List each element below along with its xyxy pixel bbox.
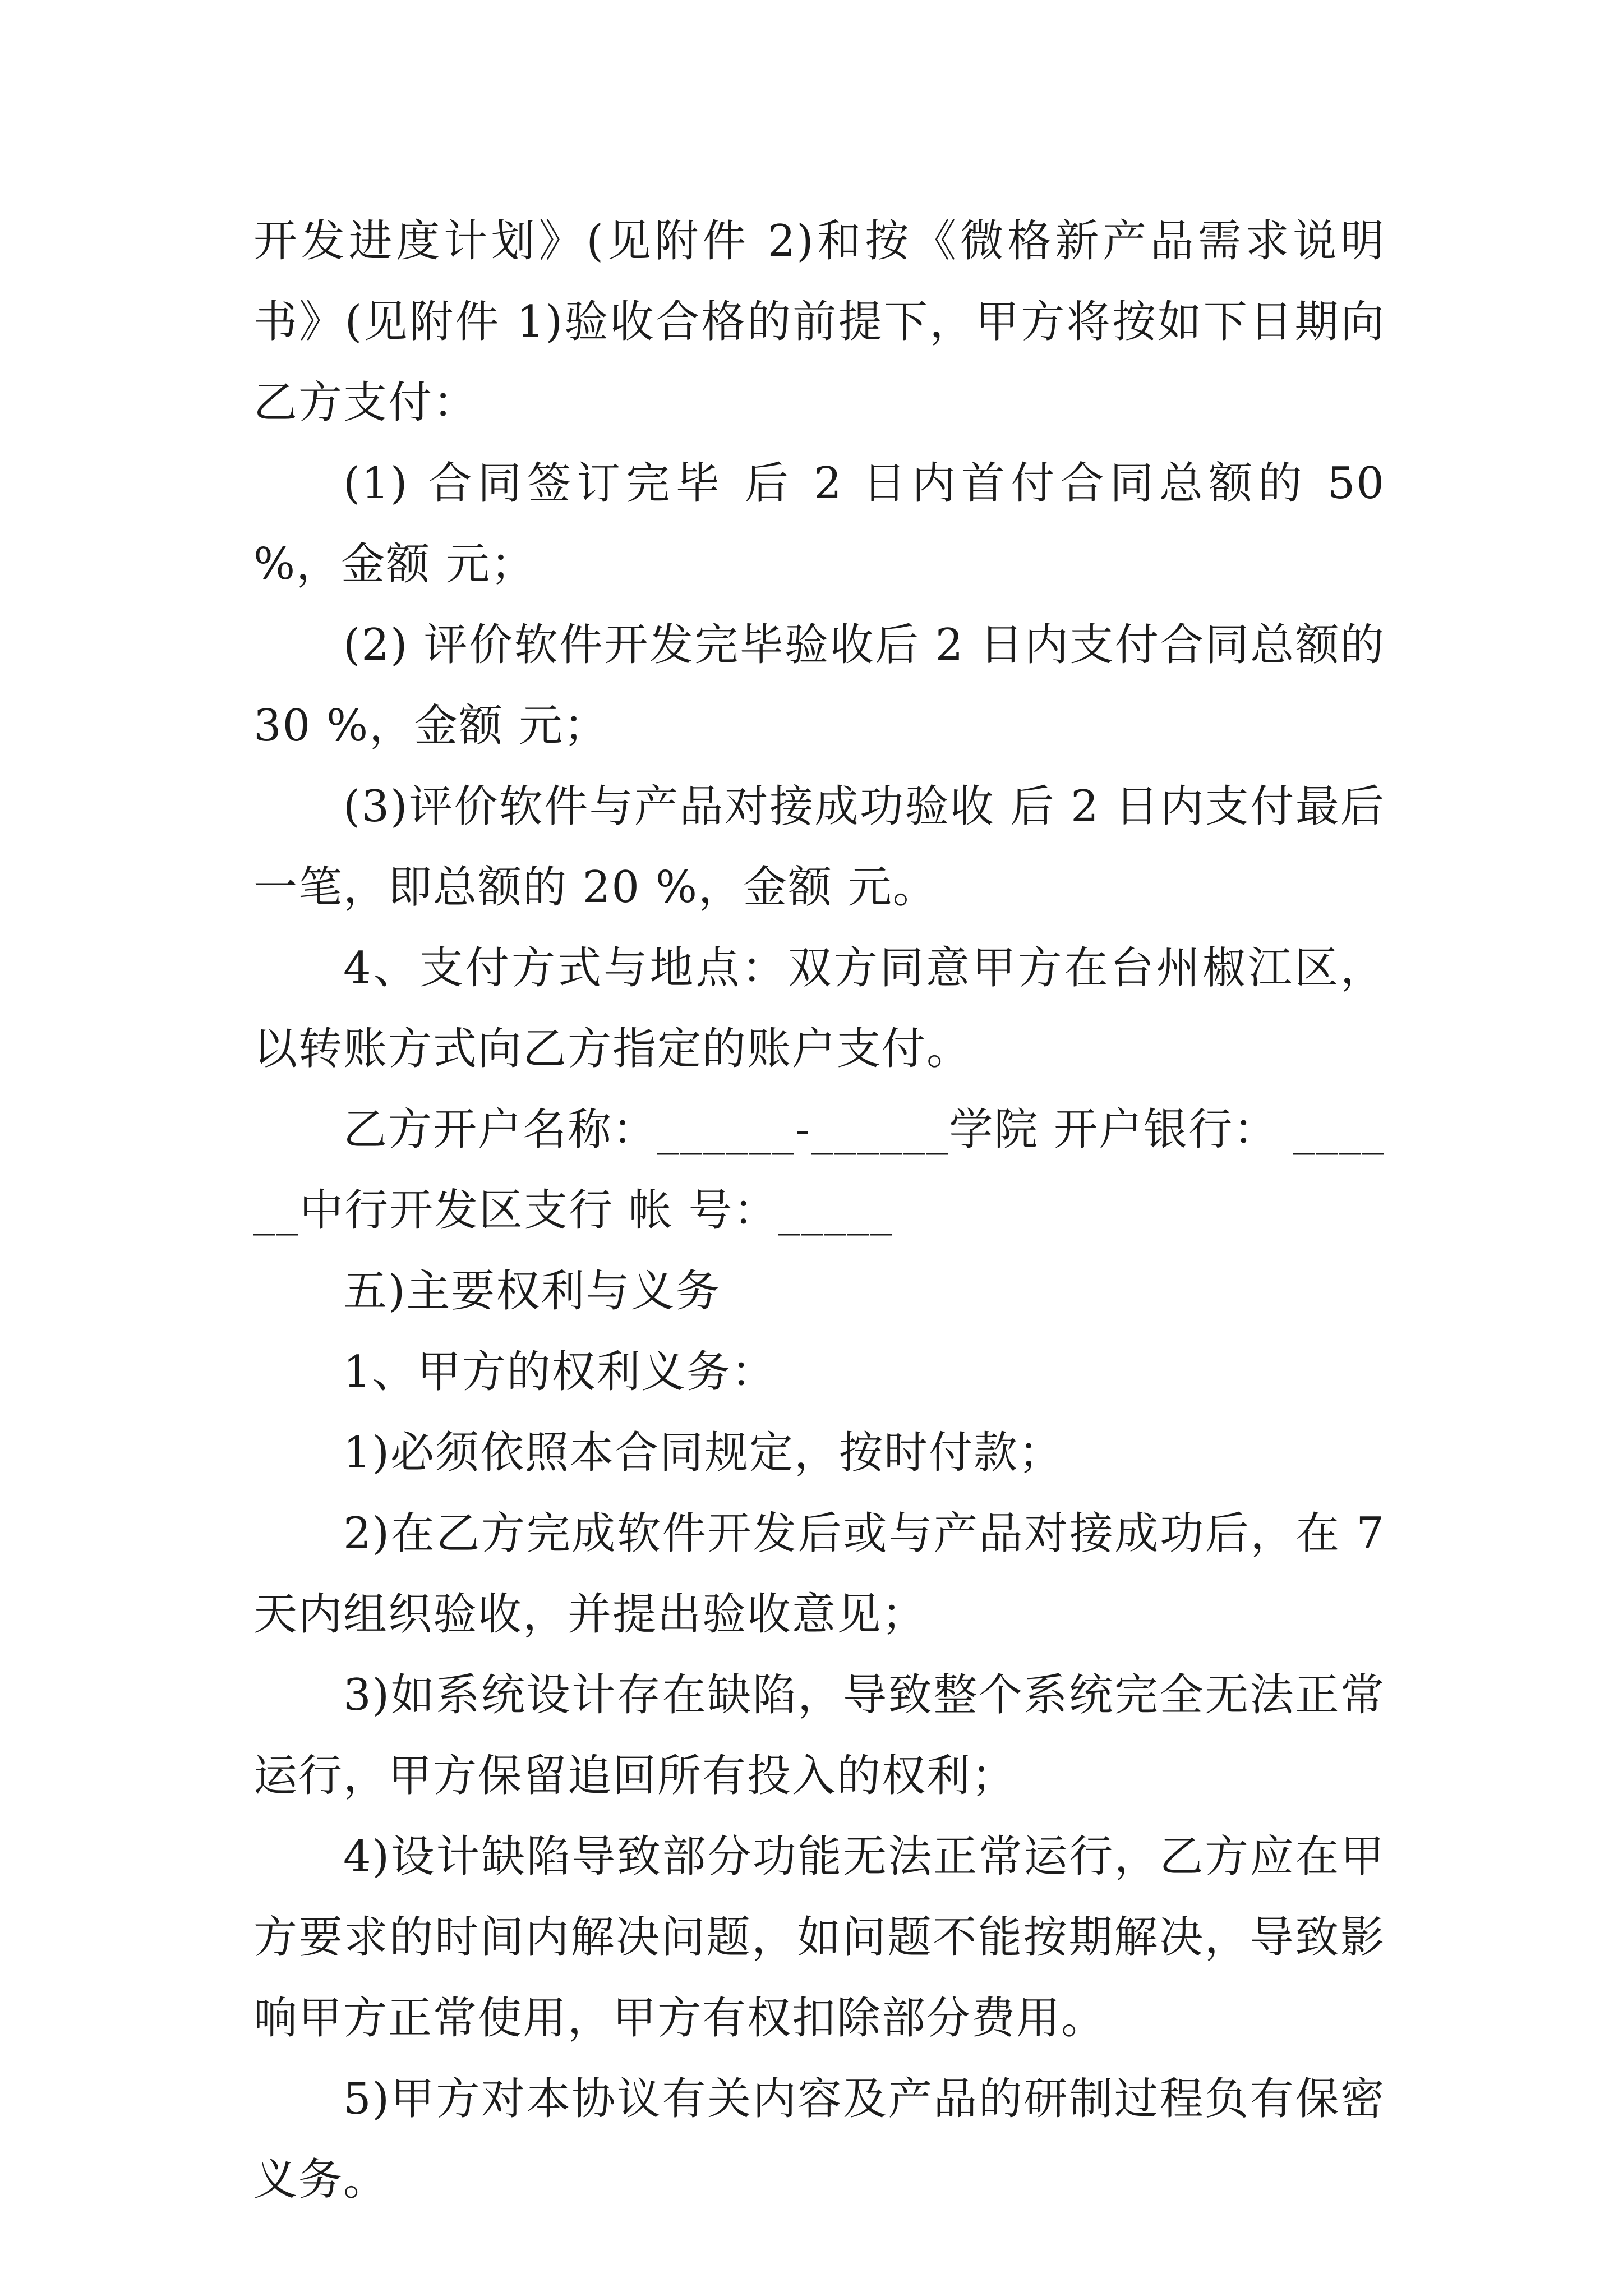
list-item: 1)必须依照本合同规定，按时付款； (343, 1428, 1064, 1478)
list-item: 3)如系统设计存在缺陷，导致整个系统完全无法正常运行，甲方保留追回所有投入的权利； (253, 1670, 1385, 1801)
list-item: 4)设计缺陷导致部分功能无法正常运行，乙方应在甲方要求的时间内解决问题，如问题不能按期解决，导致影响甲方正常使用，甲方有权扣除部分费用。 (253, 1832, 1385, 2044)
paragraph: (1) 合同签订完毕 后 2 日内首付合同总额的 50 %，金额 元； (253, 458, 1385, 590)
subsection-heading: 1、甲方的权利义务： (343, 1347, 776, 1397)
paragraph: (2) 评价软件开发完毕验收后 2 日内支付合同总额的 30 %，金额 元； (253, 620, 1385, 751)
section-heading: 五)主要权利与义务 (343, 1266, 721, 1317)
document-body (253, 201, 1385, 2220)
paragraph: 乙方开户名称：______-______学院 开户银行： ______中行开发区支行 帐 号：_____ (253, 1105, 1385, 1236)
list-item: 2)在乙方完成软件开发后或与产品对接成功后，在 7 天内组织验收，并提出验收意见； (253, 1508, 1385, 1640)
list-item: 5)甲方对本协议有关内容及产品的研制过程负有保密义务。 (253, 2074, 1385, 2205)
paragraph: (3)评价软件与产品对接成功验收 后 2 日内支付最后一笔，即总额的 20 %，金额 元。 (253, 781, 1385, 913)
paragraph: 开发进度计划》(见附件 2)和按《微格新产品需求说明书》(见附件 1)验收合格的前提下，甲方将按如下日期向乙方支付： (253, 216, 1385, 428)
paragraph: 4、支付方式与地点：双方同意甲方在台州椒江区，以转账方式向乙方指定的账户支付。 (253, 943, 1385, 1074)
